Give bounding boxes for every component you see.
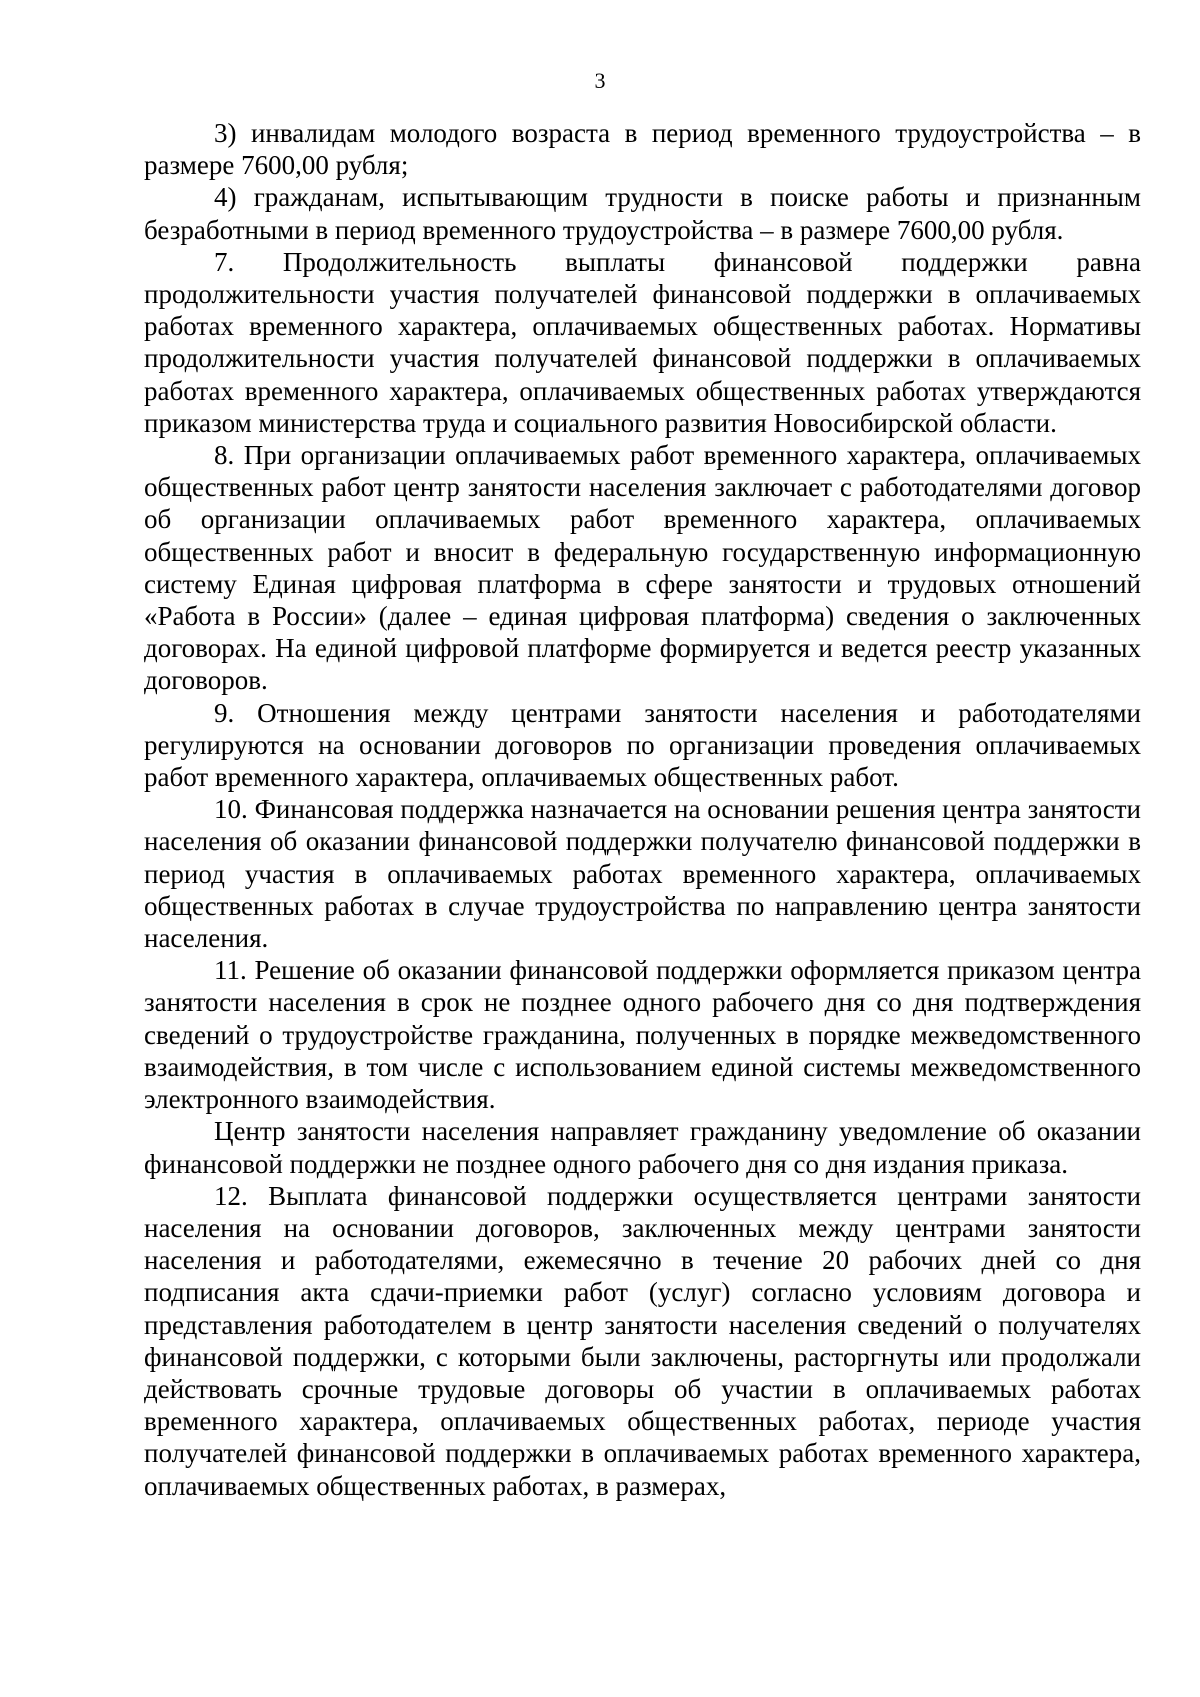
paragraph-clause-9: 9. Отношения между центрами занятости населения и работодателями регулируются на основании договоров по организации проведения оплачиваемых работ временного характера, оплачиваемых общественных работ. xyxy=(144,697,1141,793)
document-body xyxy=(144,117,1141,1502)
paragraph-clause-11-notice: Центр занятости населения направляет гражданину уведомление об оказании финансовой поддержки не позднее одного рабочего дня со дня издания приказа. xyxy=(144,1116,1141,1179)
paragraph-clause-7: 7. Продолжительность выплаты финансовой поддержки равна продолжительности участия получателей финансовой поддержки в оплачиваемых работах временного характера, оплачиваемых общественных работах. Нормативы продолжительности участия получателей финансовой поддержки в оплачиваемых работах временного характера, оплачиваемых общественных работах утверждаются приказом министерства труда и социального развития Новосибирской области. xyxy=(144,246,1141,438)
paragraph-item-3: 3) инвалидам молодого возраста в период временного трудоустройства – в размере 7600,00 рубля; xyxy=(144,118,1141,181)
paragraph-clause-8: 8. При организации оплачиваемых работ временного характера, оплачиваемых общественных работ центр занятости населения заключает с работодателями договор об организации оплачиваемых работ временного характера, оплачиваемых общественных работ и вносит в федеральную государственную информационную систему Единая цифровая платформа в сфере занятости и трудовых отношений «Работа в России» (далее – единая цифровая платформа) сведения о заключенных договорах. На единой цифровой платформе формируется и ведется реестр указанных договоров. xyxy=(144,440,1141,696)
paragraph-clause-10: 10. Финансовая поддержка назначается на основании решения центра занятости населения об оказании финансовой поддержки получателю финансовой поддержки в период участия в оплачиваемых работах временного характера, оплачиваемых общественных работах в случае трудоустройства по направлению центра занятости населения. xyxy=(144,794,1141,954)
paragraph-clause-11: 11. Решение об оказании финансовой поддержки оформляется приказом центра занятости населения в срок не позднее одного рабочего дня со дня подтверждения сведений о трудоустройстве гражданина, полученных в порядке межведомственного взаимодействия, в том числе с использованием единой системы межведомственного электронного взаимодействия. xyxy=(144,955,1141,1115)
paragraph-item-4: 4) гражданам, испытывающим трудности в поиске работы и признанным безработными в период временного трудоустройства – в размере 7600,00 рубля. xyxy=(144,182,1141,245)
page-number: 3 xyxy=(594,68,606,93)
paragraph-clause-12: 12. Выплата финансовой поддержки осуществляется центрами занятости населения на основании договоров, заключенных между центрами занятости населения и работодателями, ежемесячно в течение 20 рабочих дней со дня подписания акта сдачи-приемки работ (услуг) согласно условиям договора и представления работодателем в центр занятости населения сведений о получателях финансовой поддержки, с которыми были заключены, расторгнуты или продолжали действовать срочные трудовые договоры об участии в оплачиваемых работах временного характера, оплачиваемых общественных работах, периоде участия получателей финансовой поддержки в оплачиваемых работах временного характера, оплачиваемых общественных работах, в размерах, xyxy=(144,1180,1141,1501)
